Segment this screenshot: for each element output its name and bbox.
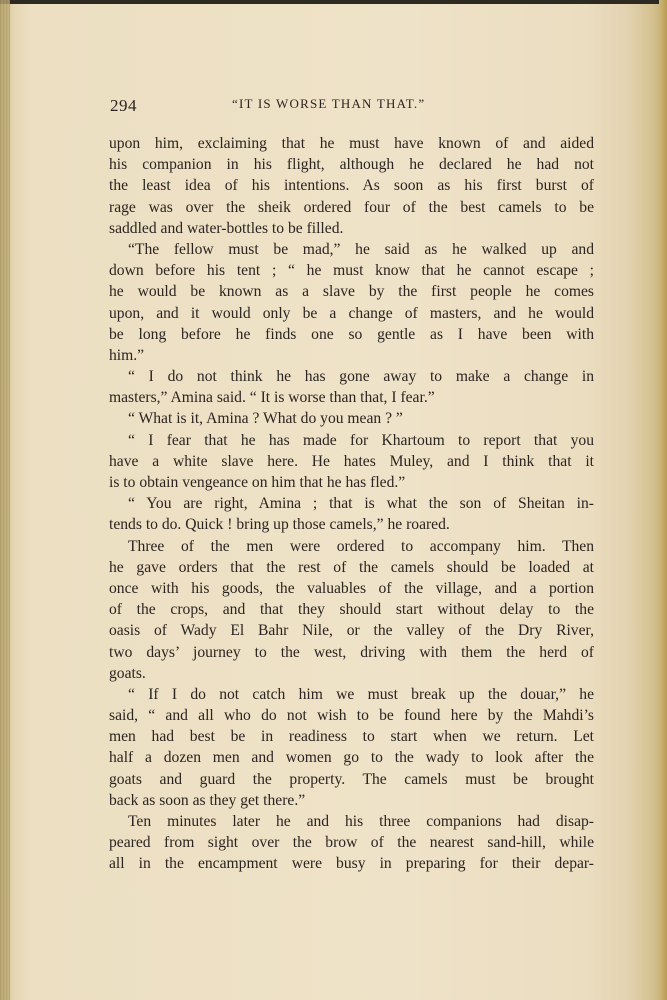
text-line: said, “ and all who do not wish to be found here by the Mahdi’s [109, 707, 594, 725]
text-line: saddled and water-bottles to be filled. [109, 219, 344, 237]
text-line: two days’ journey to the west, driving with them the herd of [109, 643, 594, 661]
page-number: 294 [110, 96, 137, 115]
text-line: Ten minutes later he and his three companions had disap- [128, 813, 594, 830]
running-head: “IT IS WORSE THAN THAT.” [232, 96, 426, 111]
text-line: Three of the men were ordered to accompany him. Then [128, 537, 594, 555]
text-line: all in the encampment were busy in preparing for their depar- [109, 855, 594, 873]
page-spine-edge [0, 0, 10, 1000]
text-line: “ What is it, Amina ? What do you mean ? ” [128, 410, 403, 428]
text-line: once with his goods, the valuables of the village, and a portion [109, 579, 594, 597]
text-line: rage was over the sheik ordered four of the best camels to be [109, 198, 594, 216]
text-line: upon him, exclaiming that he must have known of and aided [109, 135, 594, 152]
text-line: back as soon as they get there.” [109, 791, 306, 809]
page-header [110, 96, 594, 118]
page-top-edge [0, 0, 667, 4]
text-line: “ You are right, Amina ; that is what the son of Sheitan in- [128, 495, 594, 513]
text-line: have a white slave here. He hates Muley, and I think that it [109, 452, 594, 470]
text-line: down before his tent ; “ he must know that he cannot escape ; [109, 262, 594, 280]
text-line: tends to do. Quick ! bring up those camels,” he roared. [109, 516, 450, 534]
text-line: peared from sight over the brow of the nearest sand-hill, while [109, 834, 594, 852]
text-line: he would be known as a slave by the first people he comes [109, 283, 594, 301]
text-line: masters,” Amina said. “ It is worse than that, I fear.” [109, 389, 435, 407]
text-line: him.” [109, 346, 145, 364]
page-right-edge [659, 0, 667, 1000]
text-line: he gave orders that the rest of the camels should be loaded at [109, 558, 594, 576]
text-line: half a dozen men and women go to the wady to look after the [109, 749, 594, 767]
text-line: “ If I do not catch him we must break up the douar,” he [128, 685, 594, 703]
text-line: goats. [109, 664, 146, 682]
text-line: “The fellow must be mad,” he said as he walked up and [128, 240, 594, 258]
text-line: the least idea of his intentions. As soon as his first burst of [109, 177, 594, 195]
text-line: goats and guard the property. The camels must be brought [109, 770, 594, 788]
text-line: of the crops, and that they should start without delay to the [109, 601, 594, 619]
text-line: oasis of Wady El Bahr Nile, or the valley of the Dry River, [109, 622, 594, 640]
text-line: is to obtain vengeance on him that he has fled.” [109, 474, 406, 491]
text-line: his companion in his flight, although he declared he had not [109, 156, 594, 174]
body-text [109, 133, 594, 875]
text-line: be long before he finds one so gentle as I have been with [109, 325, 594, 343]
text-line: “ I fear that he has made for Khartoum to report that you [128, 431, 594, 449]
text-line: men had best be in readiness to start when we return. Let [109, 728, 594, 746]
text-line: upon, and it would only be a change of masters, and he would [109, 304, 594, 322]
text-line: “ I do not think he has gone away to make a change in [128, 368, 594, 386]
